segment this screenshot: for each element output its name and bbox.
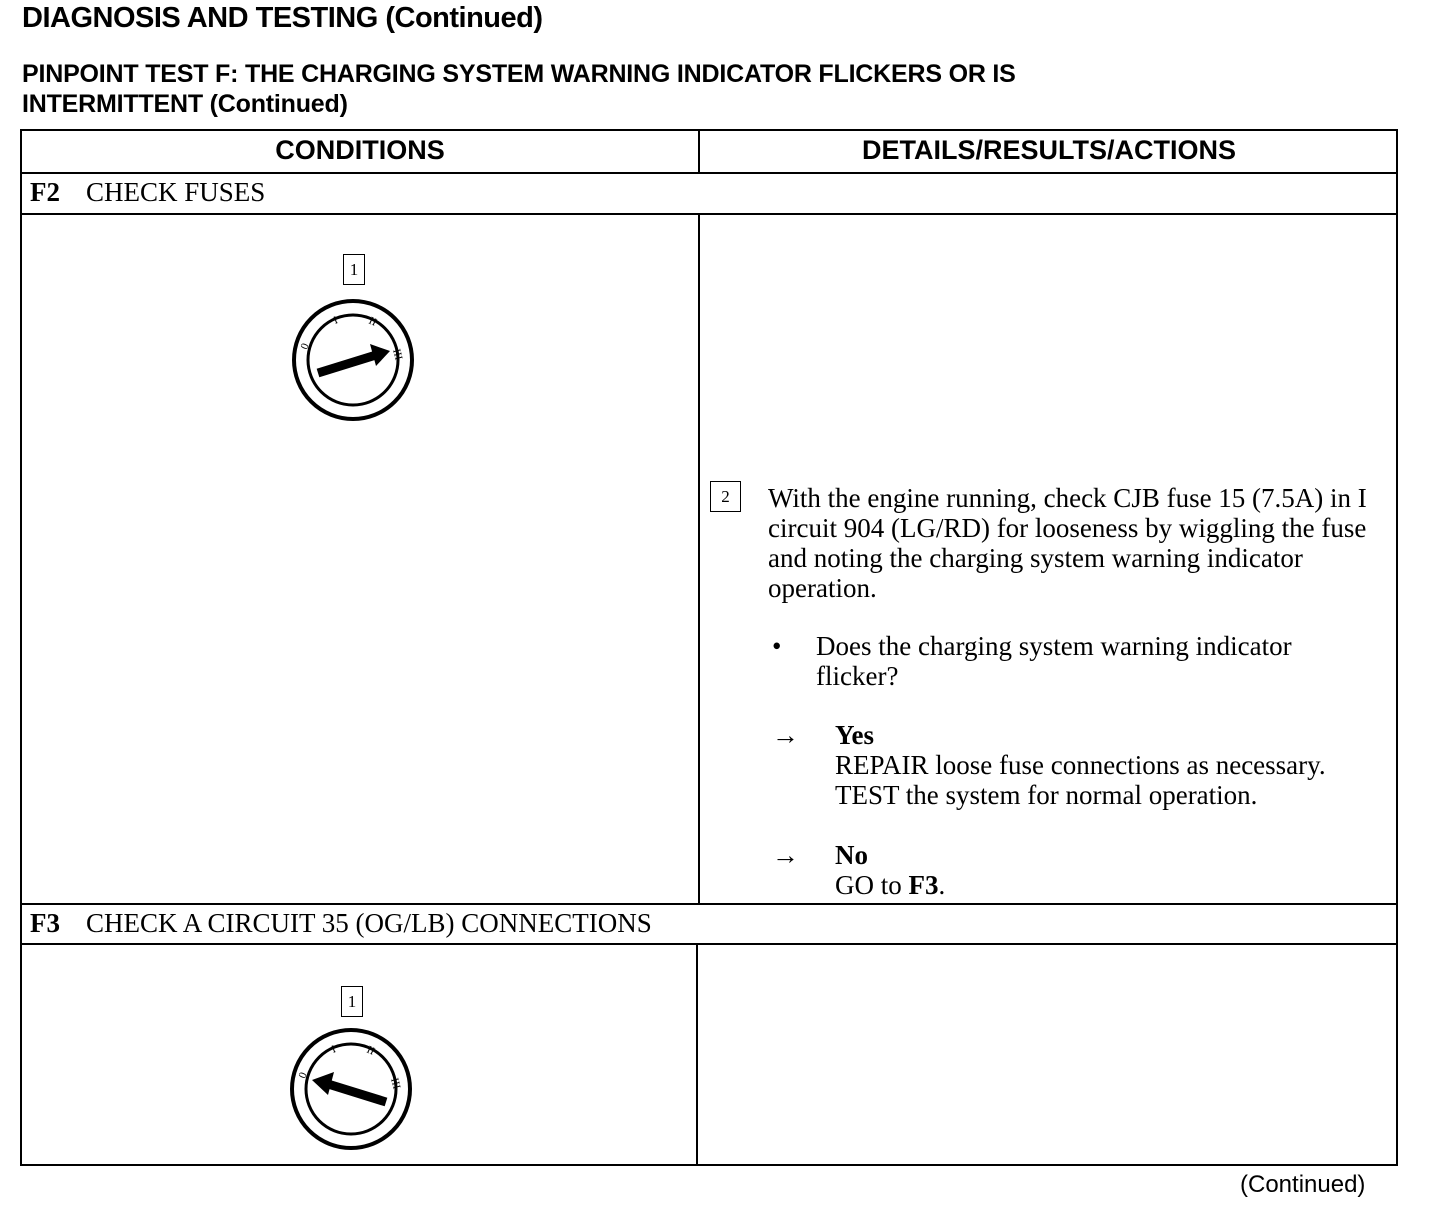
step-f2-callout-2: 2 [710, 481, 741, 512]
no-result [835, 840, 1390, 900]
dial-pos-2-label: II [364, 1043, 377, 1058]
step-f3-callout-1: 1 [341, 986, 363, 1017]
dial-pos-1-label: I [331, 314, 340, 327]
dial-pos-2-label: II [366, 314, 379, 329]
pinpoint-test-title [22, 59, 1402, 119]
f3-title-divider [22, 943, 1396, 945]
no-action [835, 870, 1390, 900]
f3-column-divider [696, 943, 698, 1166]
yes-arrow-icon: → [772, 720, 799, 750]
step-f2-id: F2 [30, 177, 60, 207]
step-f3-name: CHECK A CIRCUIT 35 (OG/LB) CONNECTIONS [86, 908, 652, 938]
no-arrow-icon: → [772, 840, 799, 870]
no-action-suffix: . [938, 870, 946, 900]
column-header-conditions: CONDITIONS [275, 135, 445, 165]
continued-footer: (Continued) [1240, 1171, 1366, 1198]
f2-column-divider [698, 213, 700, 903]
step-f2-title [30, 177, 265, 208]
yes-label: Yes [835, 720, 874, 750]
f2-title-divider [22, 213, 1396, 215]
header-row-divider [22, 172, 1396, 174]
no-label: No [835, 840, 868, 870]
pinpoint-test-title-line2: INTERMITTENT (Continued) [22, 90, 348, 118]
page-title: DIAGNOSIS AND TESTING (Continued) [22, 2, 543, 34]
no-action-prefix: GO to [835, 870, 909, 900]
step-f2-instruction: With the engine running, check CJB fuse 15 (7.5A) in I circuit 904 (LG/RD) for looseness by wiggling the fuse and noting the charging system warning indicator operation. [768, 483, 1367, 603]
dial-pos-3-label: III [390, 347, 405, 362]
yes-action: REPAIR loose fuse connections as necessary. TEST the system for normal operation. [835, 750, 1326, 810]
pinpoint-test-table [20, 129, 1398, 1166]
no-action-target: F3 [908, 870, 939, 900]
step-f3-title [30, 908, 652, 939]
dial-pos-0-label: 0 [296, 1070, 310, 1081]
step-f2-question: Does the charging system warning indicator flicker? [816, 631, 1292, 691]
step-f2-callout-1: 1 [343, 254, 365, 285]
step-f2-name: CHECK FUSES [86, 177, 266, 207]
bullet-icon: • [772, 631, 782, 661]
ignition-switch-run-icon [288, 297, 418, 427]
f3-title-top-divider [22, 903, 1396, 905]
ignition-switch-off-icon [286, 1026, 416, 1156]
step-f3-id: F3 [30, 908, 60, 938]
dial-pos-1-label: I [329, 1043, 338, 1056]
pinpoint-test-title-line1: PINPOINT TEST F: THE CHARGING SYSTEM WARNING INDICATOR FLICKERS OR IS [22, 60, 1016, 88]
dial-pos-0-label: 0 [298, 341, 312, 352]
yes-result [835, 720, 1390, 810]
dial-pos-3-label: III [388, 1076, 403, 1091]
column-header-details: DETAILS/RESULTS/ACTIONS [861, 135, 1236, 165]
